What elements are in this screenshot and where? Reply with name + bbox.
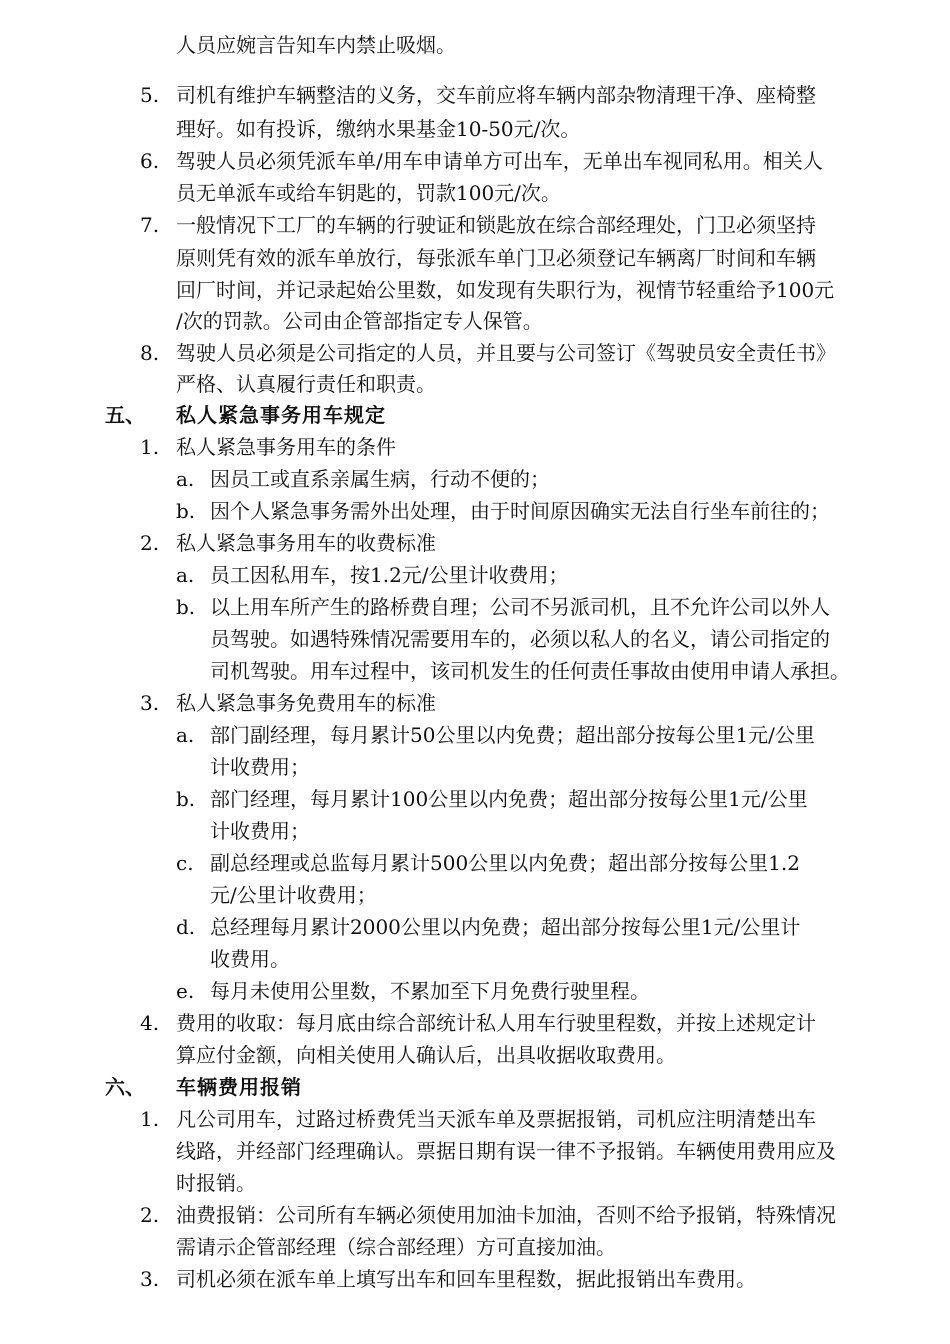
line-text: 因员工或直系亲属生病，行动不便的； <box>210 467 550 491</box>
sub-item-letter: a. <box>176 563 195 587</box>
sub-item-letter: e. <box>176 979 195 1003</box>
line-text: 算应付金额，向相关使用人确认后，出具收据收取费用。 <box>176 1043 676 1067</box>
line-text: 时报销。 <box>176 1171 256 1195</box>
line-text: 油费报销：公司所有车辆必须使用加油卡加油，否则不给予报销，特殊情况 <box>176 1203 836 1227</box>
section-title: 私人紧急事务用车规定 <box>176 403 386 427</box>
line-text: 驾驶人员必须凭派车单/用车申请单方可出车，无单出车视同私用。相关人 <box>176 149 823 173</box>
section-number: 六、 <box>105 1075 145 1099</box>
list-item-2 <box>0 1199 950 1231</box>
item-number: 5. <box>140 83 160 107</box>
item-number: 1. <box>140 435 160 459</box>
item-number: 2. <box>140 531 160 555</box>
item-number: 8. <box>140 341 160 365</box>
sub-item-letter: b. <box>176 787 196 811</box>
text-line <box>0 879 950 911</box>
sub-item-a <box>0 559 950 591</box>
item-number: 2. <box>140 1203 160 1227</box>
line-text: 因个人紧急事务需外出处理，由于时间原因确实无法自行坐车前往的； <box>210 499 830 523</box>
line-text: 严格、认真履行责任和职责。 <box>176 372 436 396</box>
line-text: 司机驾驶。用车过程中，该司机发生的任何责任事故由使用申请人承担。 <box>210 659 850 683</box>
line-text: 每月未使用公里数，不累加至下月免费行驶里程。 <box>210 979 650 1003</box>
line-text: /次的罚款。公司由企管部指定专人保管。 <box>176 309 543 333</box>
list-item-3 <box>0 1263 950 1295</box>
line-text: 凡公司用车，过路过桥费凭当天派车单及票据报销，司机应注明清楚出车 <box>176 1107 816 1131</box>
line-text: 员驾驶。如遇特殊情况需要用车的，必须以私人的名义，请公司指定的 <box>210 627 830 651</box>
text-line <box>0 1135 950 1167</box>
sub-item-letter: d. <box>176 915 196 939</box>
section-number: 五、 <box>105 403 145 427</box>
list-item-8 <box>0 337 950 369</box>
sub-item-b <box>0 783 950 815</box>
sub-item-e <box>0 975 950 1007</box>
line-text: 原则凭有效的派车单放行，每张派车单门卫必须登记车辆离厂时间和车辆 <box>176 246 816 270</box>
text-line <box>0 177 950 209</box>
text-line <box>0 368 950 400</box>
line-text: 驾驶人员必须是公司指定的人员，并且要与公司签订《驾驶员安全责任书》 <box>176 341 836 365</box>
line-text: 副总经理或总监每月累计500公里以内免费；超出部分按每公里1.2 <box>210 851 800 875</box>
line-text: 以上用车所产生的路桥费自理；公司不另派司机，且不允许公司以外人 <box>210 595 830 619</box>
line-text: 司机有维护车辆整洁的义务，交车前应将车辆内部杂物清理干净、座椅整 <box>176 83 816 107</box>
list-item-7 <box>0 209 950 241</box>
line-text: 私人紧急事务用车的条件 <box>176 435 396 459</box>
sub-item-letter: a. <box>176 723 195 747</box>
list-item-6 <box>0 145 950 177</box>
sub-item-letter: b. <box>176 499 196 523</box>
sub-item-d <box>0 911 950 943</box>
line-text: 人员应婉言告知车内禁止吸烟。 <box>176 33 456 57</box>
line-text: 计收费用； <box>210 755 310 779</box>
text-line <box>0 29 950 61</box>
item-number: 1. <box>140 1107 160 1131</box>
line-text: 总经理每月累计2000公里以内免费；超出部分按每公里1元/公里计 <box>210 915 801 939</box>
line-text: 司机必须在派车单上填写出车和回车里程数，据此报销出车费用。 <box>176 1267 756 1291</box>
sub-item-a <box>0 719 950 751</box>
text-line <box>0 623 950 655</box>
line-text: 一般情况下工厂的车辆的行驶证和锁匙放在综合部经理处，门卫必须坚持 <box>176 213 816 237</box>
list-item-1 <box>0 431 950 463</box>
sub-item-b <box>0 495 950 527</box>
sub-item-a <box>0 463 950 495</box>
text-line <box>0 655 950 687</box>
list-item-4 <box>0 1007 950 1039</box>
text-line <box>0 815 950 847</box>
line-text: 私人紧急事务免费用车的标准 <box>176 691 436 715</box>
item-number: 7. <box>140 213 160 237</box>
item-number: 3. <box>140 1267 160 1291</box>
sub-item-letter: c. <box>176 851 194 875</box>
line-text: 元/公里计收费用； <box>210 883 377 907</box>
list-item-2 <box>0 527 950 559</box>
item-number: 4. <box>140 1011 160 1035</box>
sub-item-b <box>0 591 950 623</box>
text-line <box>0 305 950 337</box>
text-line <box>0 1039 950 1071</box>
line-text: 计收费用； <box>210 819 310 843</box>
section-title: 车辆费用报销 <box>176 1075 302 1099</box>
list-item-3 <box>0 687 950 719</box>
section-heading-5 <box>0 399 950 431</box>
line-text: 部门经理，每月累计100公里以内免费；超出部分按每公里1元/公里 <box>210 787 808 811</box>
line-text: 收费用。 <box>210 947 290 971</box>
line-text: 员工因私用车，按1.2元/公里计收费用； <box>210 563 569 587</box>
line-text: 线路，并经部门经理确认。票据日期有误一律不予报销。车辆使用费用应及 <box>176 1139 836 1163</box>
line-text: 需请示企管部经理（综合部经理）方可直接加油。 <box>176 1235 616 1259</box>
line-text: 员无单派车或给车钥匙的，罚款100元/次。 <box>176 181 561 205</box>
sub-item-c <box>0 847 950 879</box>
text-line <box>0 242 950 274</box>
line-text: 理好。如有投诉，缴纳水果基金10-50元/次。 <box>176 117 581 141</box>
line-text: 费用的收取：每月底由综合部统计私人用车行驶里程数，并按上述规定计 <box>176 1011 816 1035</box>
sub-item-letter: b. <box>176 595 196 619</box>
list-item-1 <box>0 1103 950 1135</box>
sub-item-letter: a. <box>176 467 195 491</box>
text-line <box>0 1231 950 1263</box>
line-text: 私人紧急事务用车的收费标准 <box>176 531 436 555</box>
line-text: 回厂时间，并记录起始公里数，如发现有失职行为，视情节轻重给予100元 <box>176 278 835 302</box>
list-item-5 <box>0 79 950 111</box>
text-line <box>0 113 950 145</box>
text-line <box>0 751 950 783</box>
text-line <box>0 1167 950 1199</box>
item-number: 6. <box>140 149 160 173</box>
line-text: 部门副经理，每月累计50公里以内免费；超出部分按每公里1元/公里 <box>210 723 815 747</box>
section-heading-6 <box>0 1071 950 1103</box>
item-number: 3. <box>140 691 160 715</box>
text-line <box>0 274 950 306</box>
text-line <box>0 943 950 975</box>
